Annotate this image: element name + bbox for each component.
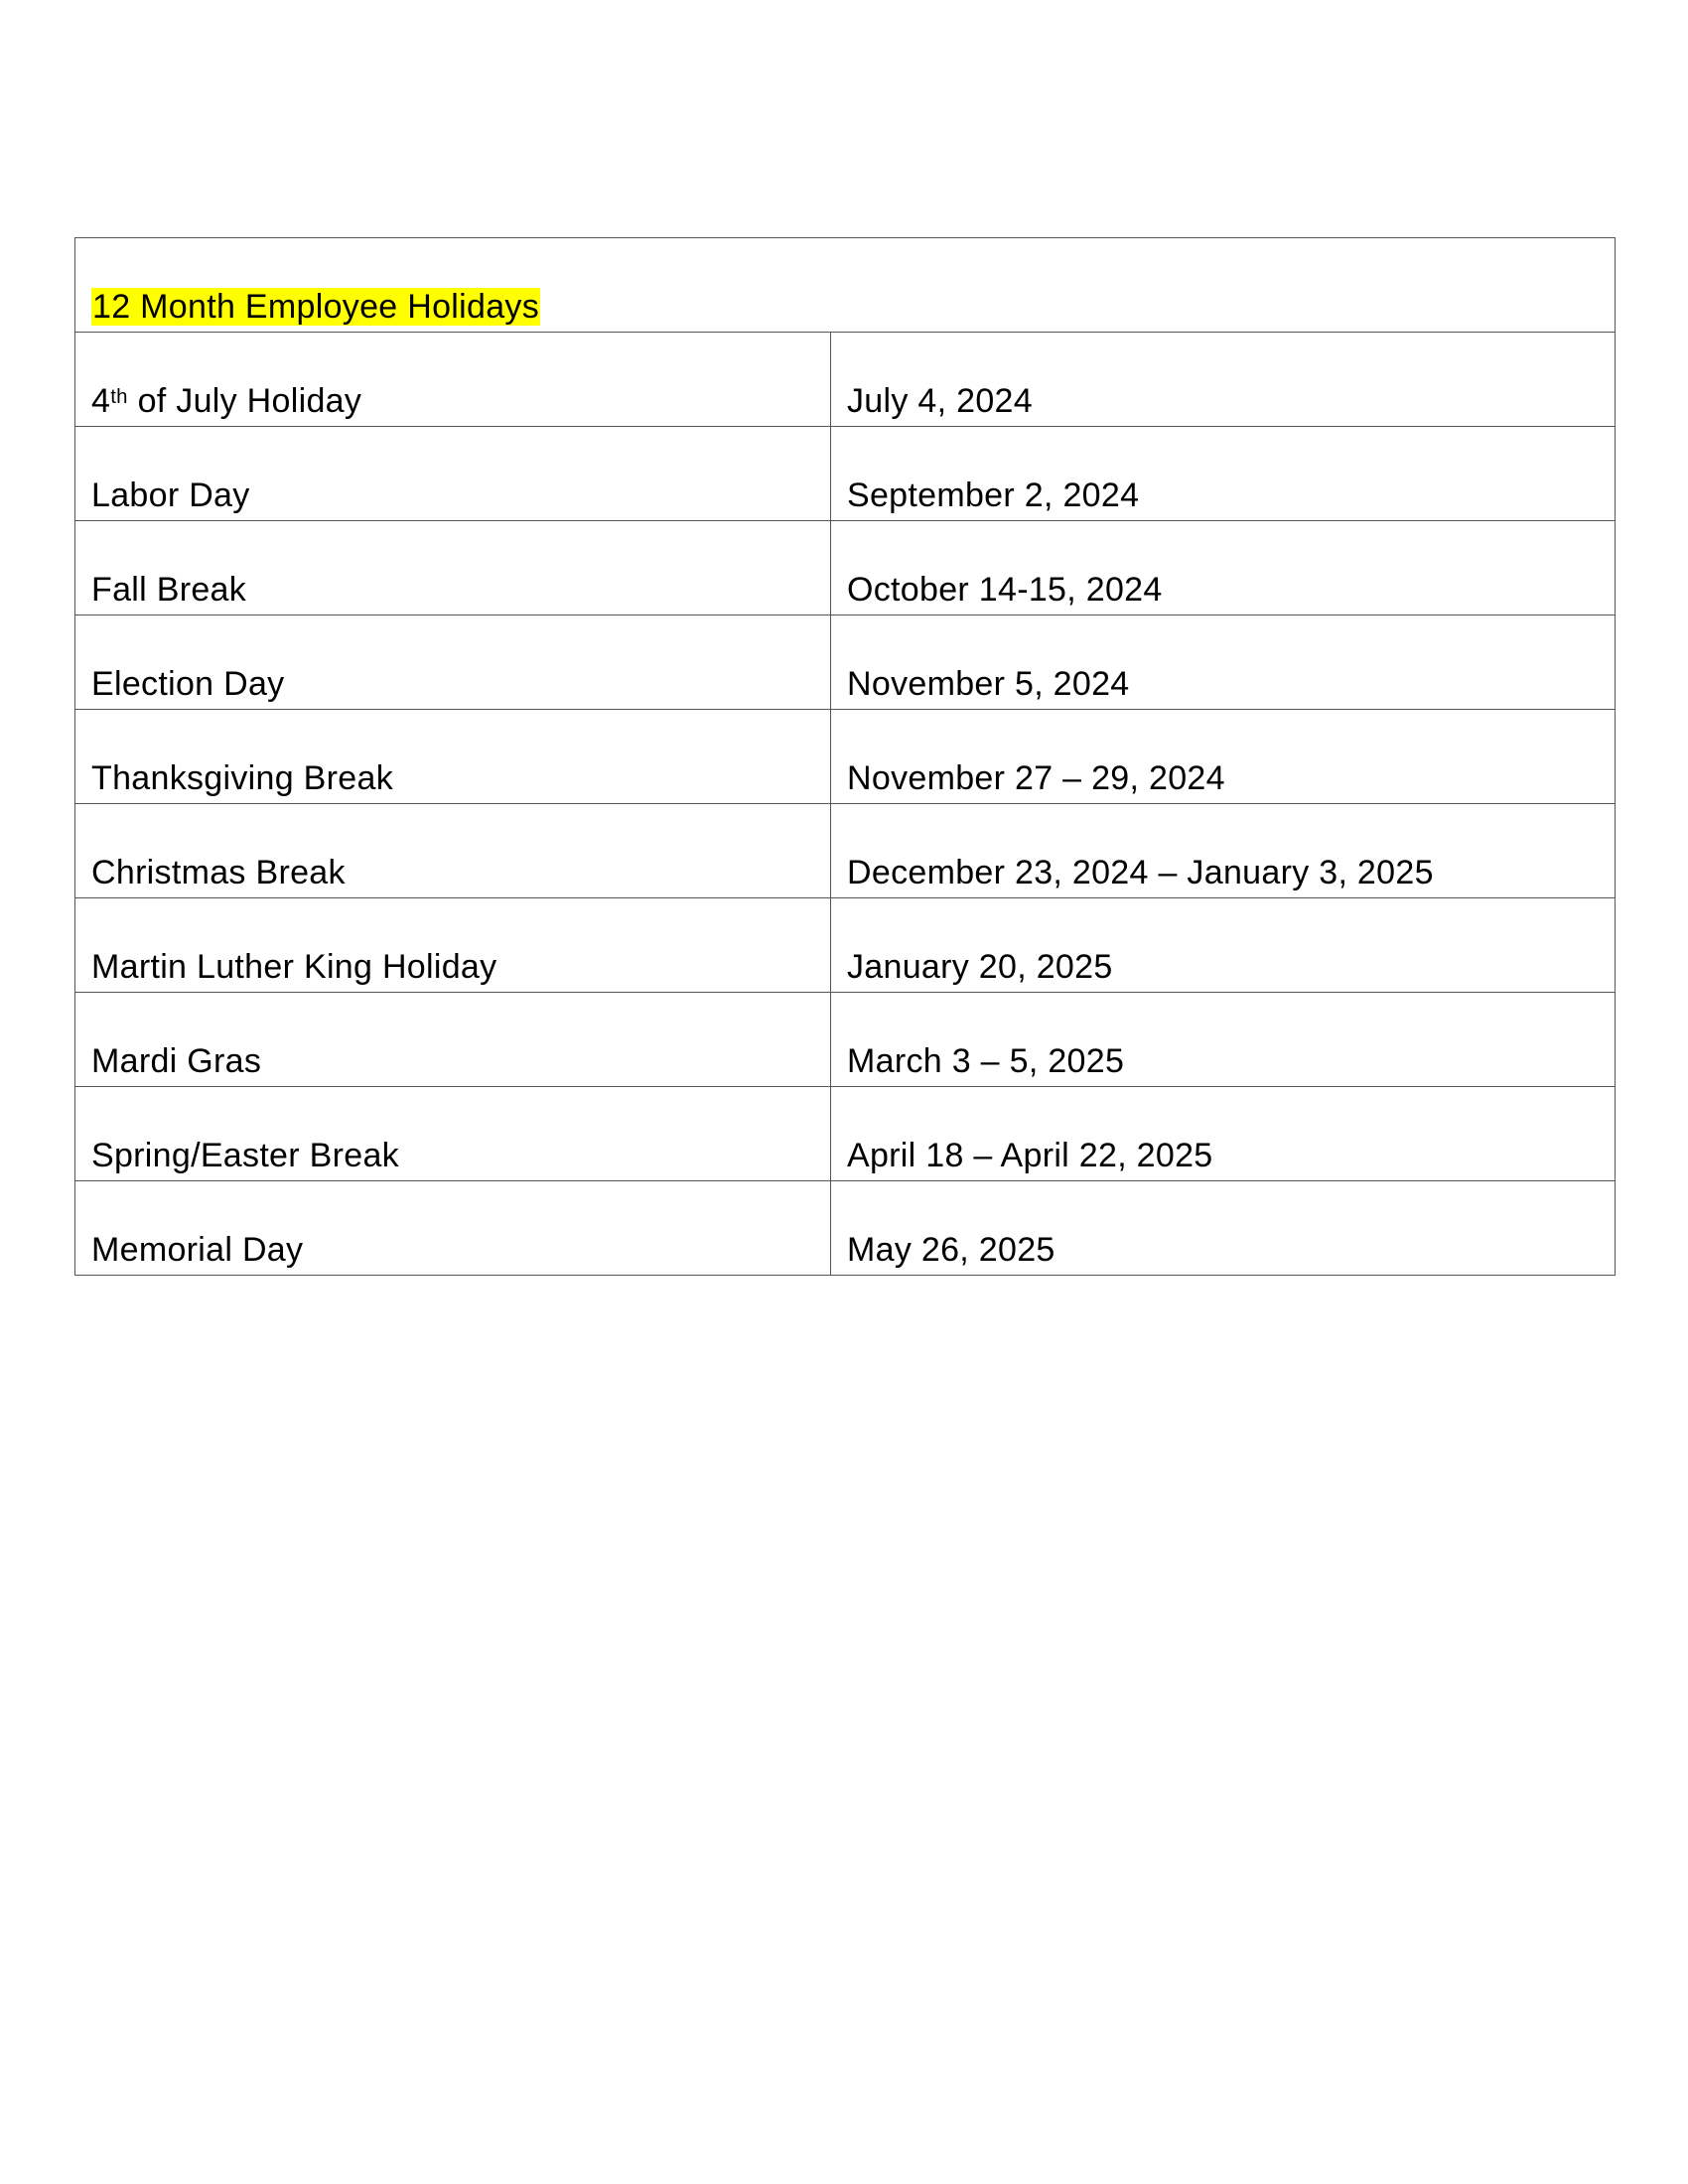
holiday-name-cell: [75, 427, 831, 521]
holiday-name-cell: [75, 1087, 831, 1181]
holiday-date-cell: [831, 1087, 1616, 1181]
table-row: [75, 427, 1616, 521]
holiday-name-cell: [75, 521, 831, 615]
holiday-name: Mardi Gras: [91, 1042, 262, 1080]
holiday-name: Spring/Easter Break: [91, 1137, 399, 1174]
holiday-name-cell: [75, 1181, 831, 1276]
holiday-date-cell: [831, 898, 1616, 993]
holiday-name-cell: [75, 710, 831, 804]
table-row: [75, 1087, 1616, 1181]
holiday-name: [91, 382, 361, 420]
table-row: [75, 333, 1616, 427]
holiday-name: Labor Day: [91, 477, 250, 514]
holiday-name: Thanksgiving Break: [91, 759, 393, 797]
holiday-name: Christmas Break: [91, 854, 346, 891]
holiday-date-cell: [831, 1181, 1616, 1276]
holiday-name-cell: [75, 333, 831, 427]
ordinal-suffix: th: [110, 386, 128, 408]
holiday-date: November 27 – 29, 2024: [847, 759, 1225, 797]
table-title: 12 Month Employee Holidays: [92, 288, 540, 326]
holiday-date-cell: [831, 710, 1616, 804]
holiday-date: April 18 – April 22, 2025: [847, 1137, 1213, 1174]
holiday-date: September 2, 2024: [847, 477, 1140, 514]
holiday-date: July 4, 2024: [847, 382, 1033, 420]
holiday-name-cell: [75, 993, 831, 1087]
holiday-date-cell: [831, 804, 1616, 898]
table-title-row: [75, 238, 1616, 333]
holiday-date: May 26, 2025: [847, 1231, 1055, 1269]
table-row: [75, 615, 1616, 710]
holiday-date: November 5, 2024: [847, 665, 1130, 703]
holiday-date: March 3 – 5, 2025: [847, 1042, 1125, 1080]
holiday-name: Fall Break: [91, 571, 247, 609]
holiday-date: October 14-15, 2024: [847, 571, 1163, 609]
holiday-name: Election Day: [91, 665, 285, 703]
holiday-name: Martin Luther King Holiday: [91, 948, 497, 986]
holiday-name-number: 4: [91, 382, 111, 420]
table-row: [75, 804, 1616, 898]
holiday-name-cell: [75, 898, 831, 993]
holiday-name-cell: [75, 804, 831, 898]
holiday-name-cell: [75, 615, 831, 710]
holiday-date-cell: [831, 993, 1616, 1087]
holiday-date-cell: [831, 615, 1616, 710]
holiday-name: Memorial Day: [91, 1231, 304, 1269]
holiday-name-rest: of July Holiday: [127, 382, 362, 420]
table-row: [75, 1181, 1616, 1276]
holiday-date-cell: [831, 427, 1616, 521]
holiday-date: January 20, 2025: [847, 948, 1113, 986]
holiday-date: December 23, 2024 – January 3, 2025: [847, 854, 1434, 891]
table-row: [75, 521, 1616, 615]
holiday-table: [74, 237, 1616, 1276]
table-row: [75, 710, 1616, 804]
table-row: [75, 898, 1616, 993]
table-row: [75, 993, 1616, 1087]
holiday-date-cell: [831, 521, 1616, 615]
table-title-cell: [75, 238, 1616, 333]
holiday-date-cell: [831, 333, 1616, 427]
